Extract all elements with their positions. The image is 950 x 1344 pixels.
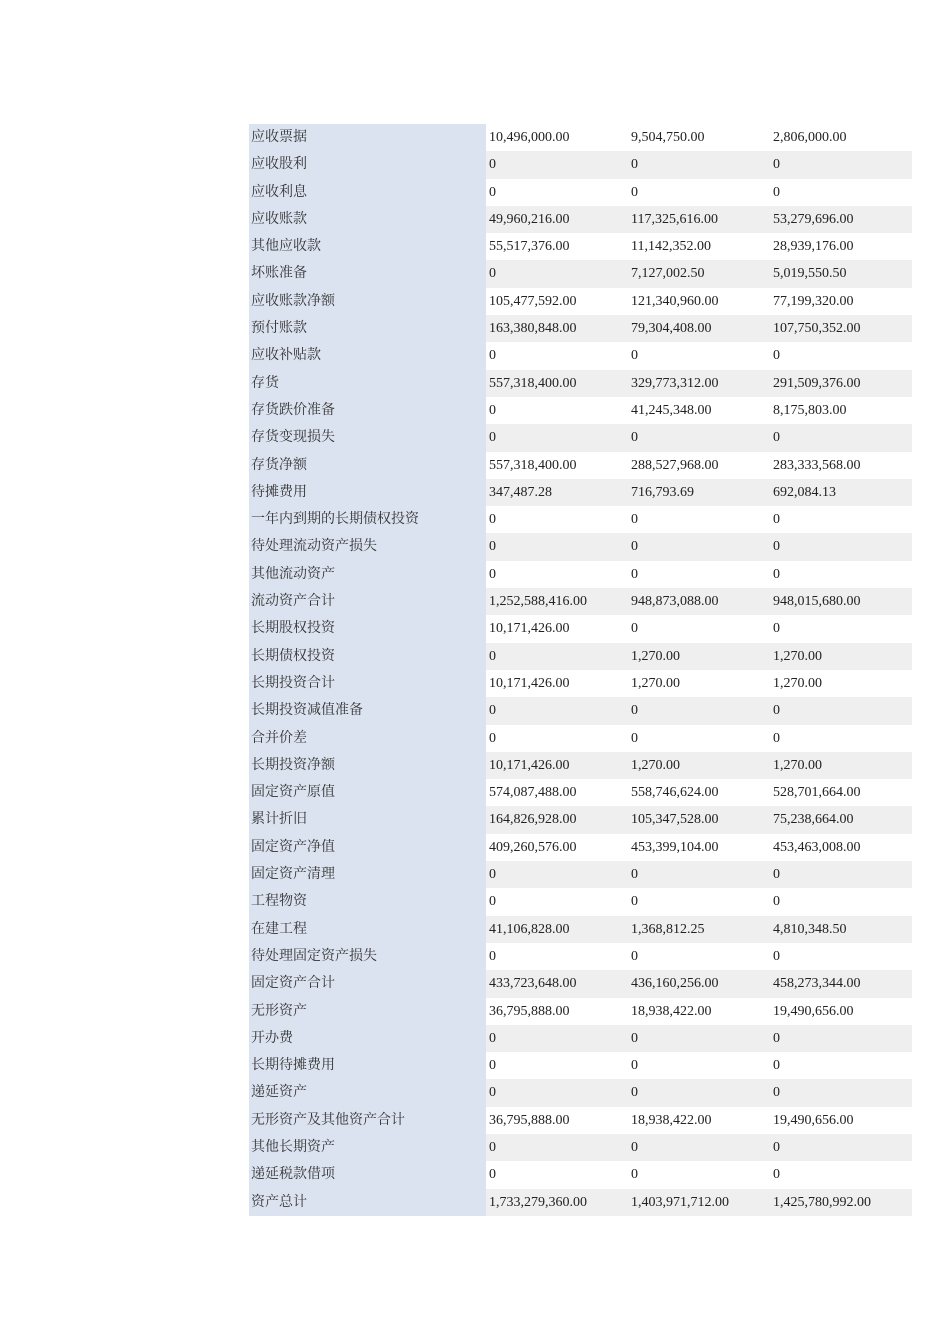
row-label: 在建工程 xyxy=(249,916,486,943)
value-cell-col2: 0 xyxy=(628,1025,770,1052)
value-cell-col1: 164,826,928.00 xyxy=(486,806,628,833)
value-cell-col2: 436,160,256.00 xyxy=(628,970,770,997)
row-label: 长期投资减值准备 xyxy=(249,697,486,724)
table-row xyxy=(249,670,912,697)
table-row xyxy=(249,806,912,833)
value-cell-col2: 948,873,088.00 xyxy=(628,588,770,615)
value-cell-col3: 458,273,344.00 xyxy=(770,970,912,997)
value-cell-col3: 1,270.00 xyxy=(773,675,822,691)
value-cell-col3: 0 xyxy=(773,1058,780,1074)
row-label: 资产总计 xyxy=(249,1189,486,1216)
value-cell-col1: 0 xyxy=(486,697,628,724)
value-cell-col1: 0 xyxy=(486,1134,628,1161)
value-cell-col1: 0 xyxy=(489,894,496,910)
value-cell-col3: 0 xyxy=(770,1134,912,1161)
row-label: 无形资产 xyxy=(249,998,486,1025)
table-row xyxy=(249,1107,912,1134)
value-cell-col3: 0 xyxy=(773,1167,780,1183)
value-cell-col1: 0 xyxy=(486,1025,628,1052)
row-label: 待摊费用 xyxy=(249,479,486,506)
value-cell-col2: 0 xyxy=(631,730,638,746)
row-label: 长期投资合计 xyxy=(249,670,486,697)
table-row xyxy=(249,697,912,724)
row-label: 应收账款 xyxy=(249,206,486,233)
table-row xyxy=(249,342,912,369)
row-label: 其他流动资产 xyxy=(249,561,486,588)
row-label: 合并价差 xyxy=(249,725,486,752)
value-cell-col3: 0 xyxy=(773,512,780,528)
value-cell-col1: 0 xyxy=(489,402,496,418)
value-cell-col1: 0 xyxy=(486,643,628,670)
value-cell-col1: 409,260,576.00 xyxy=(489,839,577,855)
table-row xyxy=(249,260,912,287)
table-row xyxy=(249,998,912,1025)
value-cell-col3: 5,019,550.50 xyxy=(770,260,912,287)
table-row xyxy=(249,288,912,315)
table-row xyxy=(249,752,912,779)
row-label: 待处理流动资产损失 xyxy=(249,533,486,560)
value-cell-col1: 347,487.28 xyxy=(486,479,628,506)
table-row xyxy=(249,370,912,397)
row-label: 应收补贴款 xyxy=(249,342,486,369)
value-cell-col1: 0 xyxy=(489,184,496,200)
value-cell-col1: 557,318,400.00 xyxy=(486,370,628,397)
row-label: 其他应收款 xyxy=(249,233,486,260)
value-cell-col2: 0 xyxy=(628,1079,770,1106)
value-cell-col2: 1,270.00 xyxy=(628,643,770,670)
value-cell-col3: 19,490,656.00 xyxy=(773,1112,854,1128)
table-row xyxy=(249,1052,912,1079)
table-row xyxy=(249,233,912,260)
value-cell-col3: 453,463,008.00 xyxy=(773,839,861,855)
row-label: 无形资产及其他资产合计 xyxy=(249,1107,486,1134)
value-cell-col3: 0 xyxy=(770,697,912,724)
value-cell-col2: 0 xyxy=(628,424,770,451)
value-cell-col2: 1,270.00 xyxy=(631,675,680,691)
value-cell-col3: 0 xyxy=(770,151,912,178)
value-cell-col1: 105,477,592.00 xyxy=(489,293,577,309)
table-row xyxy=(249,1134,912,1161)
row-label: 长期债权投资 xyxy=(249,643,486,670)
value-cell-col3: 291,509,376.00 xyxy=(770,370,912,397)
value-cell-col3: 28,939,176.00 xyxy=(773,239,854,255)
value-cell-col1: 41,106,828.00 xyxy=(486,916,628,943)
value-cell-col2: 18,938,422.00 xyxy=(631,1112,712,1128)
value-cell-col3: 53,279,696.00 xyxy=(770,206,912,233)
table-row xyxy=(249,970,912,997)
value-cell-col1: 0 xyxy=(486,260,628,287)
table-row xyxy=(249,779,912,806)
table-row xyxy=(249,151,912,178)
row-label: 长期股权投资 xyxy=(249,615,486,642)
value-cell-col1: 49,960,216.00 xyxy=(486,206,628,233)
value-cell-col3: 8,175,803.00 xyxy=(773,402,847,418)
value-cell-col2: 288,527,968.00 xyxy=(631,457,719,473)
value-cell-col2: 0 xyxy=(628,533,770,560)
value-cell-col3: 0 xyxy=(773,730,780,746)
table-row xyxy=(249,479,912,506)
table-row xyxy=(249,834,912,861)
value-cell-col2: 0 xyxy=(631,621,638,637)
table-row xyxy=(249,588,912,615)
value-cell-col1: 36,795,888.00 xyxy=(489,1112,570,1128)
value-cell-col3: 0 xyxy=(773,894,780,910)
value-cell-col2: 0 xyxy=(631,184,638,200)
value-cell-col2: 79,304,408.00 xyxy=(628,315,770,342)
value-cell-col2: 453,399,104.00 xyxy=(631,839,719,855)
row-label: 固定资产清理 xyxy=(249,861,486,888)
value-cell-col2: 0 xyxy=(631,512,638,528)
table-row xyxy=(249,861,912,888)
row-label: 应收利息 xyxy=(249,179,486,206)
value-cell-col2: 0 xyxy=(631,1058,638,1074)
table-row xyxy=(249,397,912,424)
row-label: 固定资产净值 xyxy=(249,834,486,861)
table-row xyxy=(249,124,912,151)
value-cell-col3: 2,806,000.00 xyxy=(773,130,847,145)
value-cell-col2: 1,368,812.25 xyxy=(628,916,770,943)
value-cell-col1: 163,380,848.00 xyxy=(486,315,628,342)
value-cell-col3: 283,333,568.00 xyxy=(773,457,861,473)
row-label: 应收股利 xyxy=(249,151,486,178)
value-cell-col2: 716,793.69 xyxy=(628,479,770,506)
row-label: 固定资产合计 xyxy=(249,970,486,997)
value-cell-col2: 0 xyxy=(628,1134,770,1161)
value-cell-col2: 18,938,422.00 xyxy=(631,1003,712,1019)
value-cell-col2: 1,403,971,712.00 xyxy=(628,1189,770,1216)
value-cell-col2: 558,746,624.00 xyxy=(631,785,719,801)
row-label: 长期待摊费用 xyxy=(249,1052,486,1079)
value-cell-col2: 1,270.00 xyxy=(628,752,770,779)
value-cell-col3: 75,238,664.00 xyxy=(770,806,912,833)
value-cell-col1: 0 xyxy=(486,1079,628,1106)
value-cell-col3: 0 xyxy=(770,424,912,451)
value-cell-col1: 1,252,588,416.00 xyxy=(486,588,628,615)
value-cell-col3: 107,750,352.00 xyxy=(770,315,912,342)
table-row xyxy=(249,943,912,970)
value-cell-col3: 0 xyxy=(773,348,780,364)
table-row xyxy=(249,179,912,206)
value-cell-col1: 0 xyxy=(489,566,496,582)
table-row xyxy=(249,725,912,752)
value-cell-col3: 1,270.00 xyxy=(770,752,912,779)
value-cell-col2: 0 xyxy=(631,1167,638,1183)
value-cell-col3: 0 xyxy=(773,184,780,200)
value-cell-col1: 0 xyxy=(489,948,496,964)
row-label: 坏账准备 xyxy=(249,260,486,287)
value-cell-col2: 121,340,960.00 xyxy=(631,293,719,309)
value-cell-col3: 0 xyxy=(770,861,912,888)
value-cell-col2: 105,347,528.00 xyxy=(628,806,770,833)
row-label: 递延资产 xyxy=(249,1079,486,1106)
value-cell-col2: 0 xyxy=(628,697,770,724)
row-label: 其他长期资产 xyxy=(249,1134,486,1161)
value-cell-col2: 0 xyxy=(628,861,770,888)
value-cell-col1: 557,318,400.00 xyxy=(489,457,577,473)
value-cell-col1: 0 xyxy=(489,1058,496,1074)
value-cell-col3: 692,084.13 xyxy=(770,479,912,506)
value-cell-col3: 528,701,664.00 xyxy=(773,785,861,801)
row-label: 固定资产原值 xyxy=(249,779,486,806)
value-cell-col1: 55,517,376.00 xyxy=(489,239,570,255)
row-label: 长期投资净额 xyxy=(249,752,486,779)
table-row xyxy=(249,1025,912,1052)
table-row xyxy=(249,561,912,588)
value-cell-col2: 9,504,750.00 xyxy=(631,130,705,145)
row-label: 累计折旧 xyxy=(249,806,486,833)
value-cell-col1: 0 xyxy=(486,151,628,178)
value-cell-col2: 7,127,002.50 xyxy=(628,260,770,287)
row-label: 存货跌价准备 xyxy=(249,397,486,424)
value-cell-col3: 77,199,320.00 xyxy=(773,293,854,309)
value-cell-col1: 0 xyxy=(489,512,496,528)
value-cell-col1: 1,733,279,360.00 xyxy=(486,1189,628,1216)
value-cell-col1: 10,171,426.00 xyxy=(489,621,570,637)
value-cell-col3: 0 xyxy=(773,566,780,582)
table-row xyxy=(249,1079,912,1106)
value-cell-col1: 0 xyxy=(486,861,628,888)
table-row xyxy=(249,206,912,233)
value-cell-col3: 0 xyxy=(770,1025,912,1052)
value-cell-col2: 41,245,348.00 xyxy=(631,402,712,418)
row-label: 一年内到期的长期债权投资 xyxy=(249,506,486,533)
value-cell-col3: 0 xyxy=(770,533,912,560)
value-cell-col2: 11,142,352.00 xyxy=(631,239,711,255)
value-cell-col2: 0 xyxy=(631,348,638,364)
row-label: 存货净额 xyxy=(249,452,486,479)
table-row xyxy=(249,888,912,915)
value-cell-col3: 1,270.00 xyxy=(770,643,912,670)
row-label: 预付账款 xyxy=(249,315,486,342)
table-row xyxy=(249,916,912,943)
value-cell-col2: 0 xyxy=(631,948,638,964)
value-cell-col1: 0 xyxy=(489,730,496,746)
value-cell-col1: 10,496,000.00 xyxy=(489,130,570,145)
value-cell-col2: 0 xyxy=(628,151,770,178)
value-cell-col1: 0 xyxy=(486,424,628,451)
table-row xyxy=(249,452,912,479)
value-cell-col2: 329,773,312.00 xyxy=(628,370,770,397)
value-cell-col3: 0 xyxy=(770,1079,912,1106)
value-cell-col2: 0 xyxy=(631,894,638,910)
value-cell-col3: 0 xyxy=(773,948,780,964)
value-cell-col1: 0 xyxy=(486,533,628,560)
table-row xyxy=(249,506,912,533)
row-label: 递延税款借项 xyxy=(249,1161,486,1188)
table-row xyxy=(249,1189,912,1216)
value-cell-col3: 0 xyxy=(773,621,780,637)
row-label: 工程物资 xyxy=(249,888,486,915)
row-label: 应收票据 xyxy=(249,124,486,151)
table-row xyxy=(249,615,912,642)
value-cell-col1: 0 xyxy=(489,1167,496,1183)
row-label: 存货 xyxy=(249,370,486,397)
value-cell-col3: 1,425,780,992.00 xyxy=(770,1189,912,1216)
table-row xyxy=(249,533,912,560)
value-cell-col1: 0 xyxy=(489,348,496,364)
value-cell-col1: 10,171,426.00 xyxy=(486,752,628,779)
table-row xyxy=(249,315,912,342)
table-row xyxy=(249,643,912,670)
table-row xyxy=(249,1161,912,1188)
table-row xyxy=(249,424,912,451)
value-cell-col2: 117,325,616.00 xyxy=(628,206,770,233)
row-label: 存货变现损失 xyxy=(249,424,486,451)
value-cell-col2: 0 xyxy=(631,566,638,582)
value-cell-col3: 19,490,656.00 xyxy=(773,1003,854,1019)
row-label: 待处理固定资产损失 xyxy=(249,943,486,970)
value-cell-col1: 574,087,488.00 xyxy=(489,785,577,801)
row-label: 开办费 xyxy=(249,1025,486,1052)
value-cell-col3: 4,810,348.50 xyxy=(770,916,912,943)
row-label: 流动资产合计 xyxy=(249,588,486,615)
value-cell-col1: 36,795,888.00 xyxy=(489,1003,570,1019)
balance-sheet-table xyxy=(249,124,912,1216)
value-cell-col3: 948,015,680.00 xyxy=(770,588,912,615)
row-label: 应收账款净额 xyxy=(249,288,486,315)
value-cell-col1: 10,171,426.00 xyxy=(489,675,570,691)
value-cell-col1: 433,723,648.00 xyxy=(486,970,628,997)
